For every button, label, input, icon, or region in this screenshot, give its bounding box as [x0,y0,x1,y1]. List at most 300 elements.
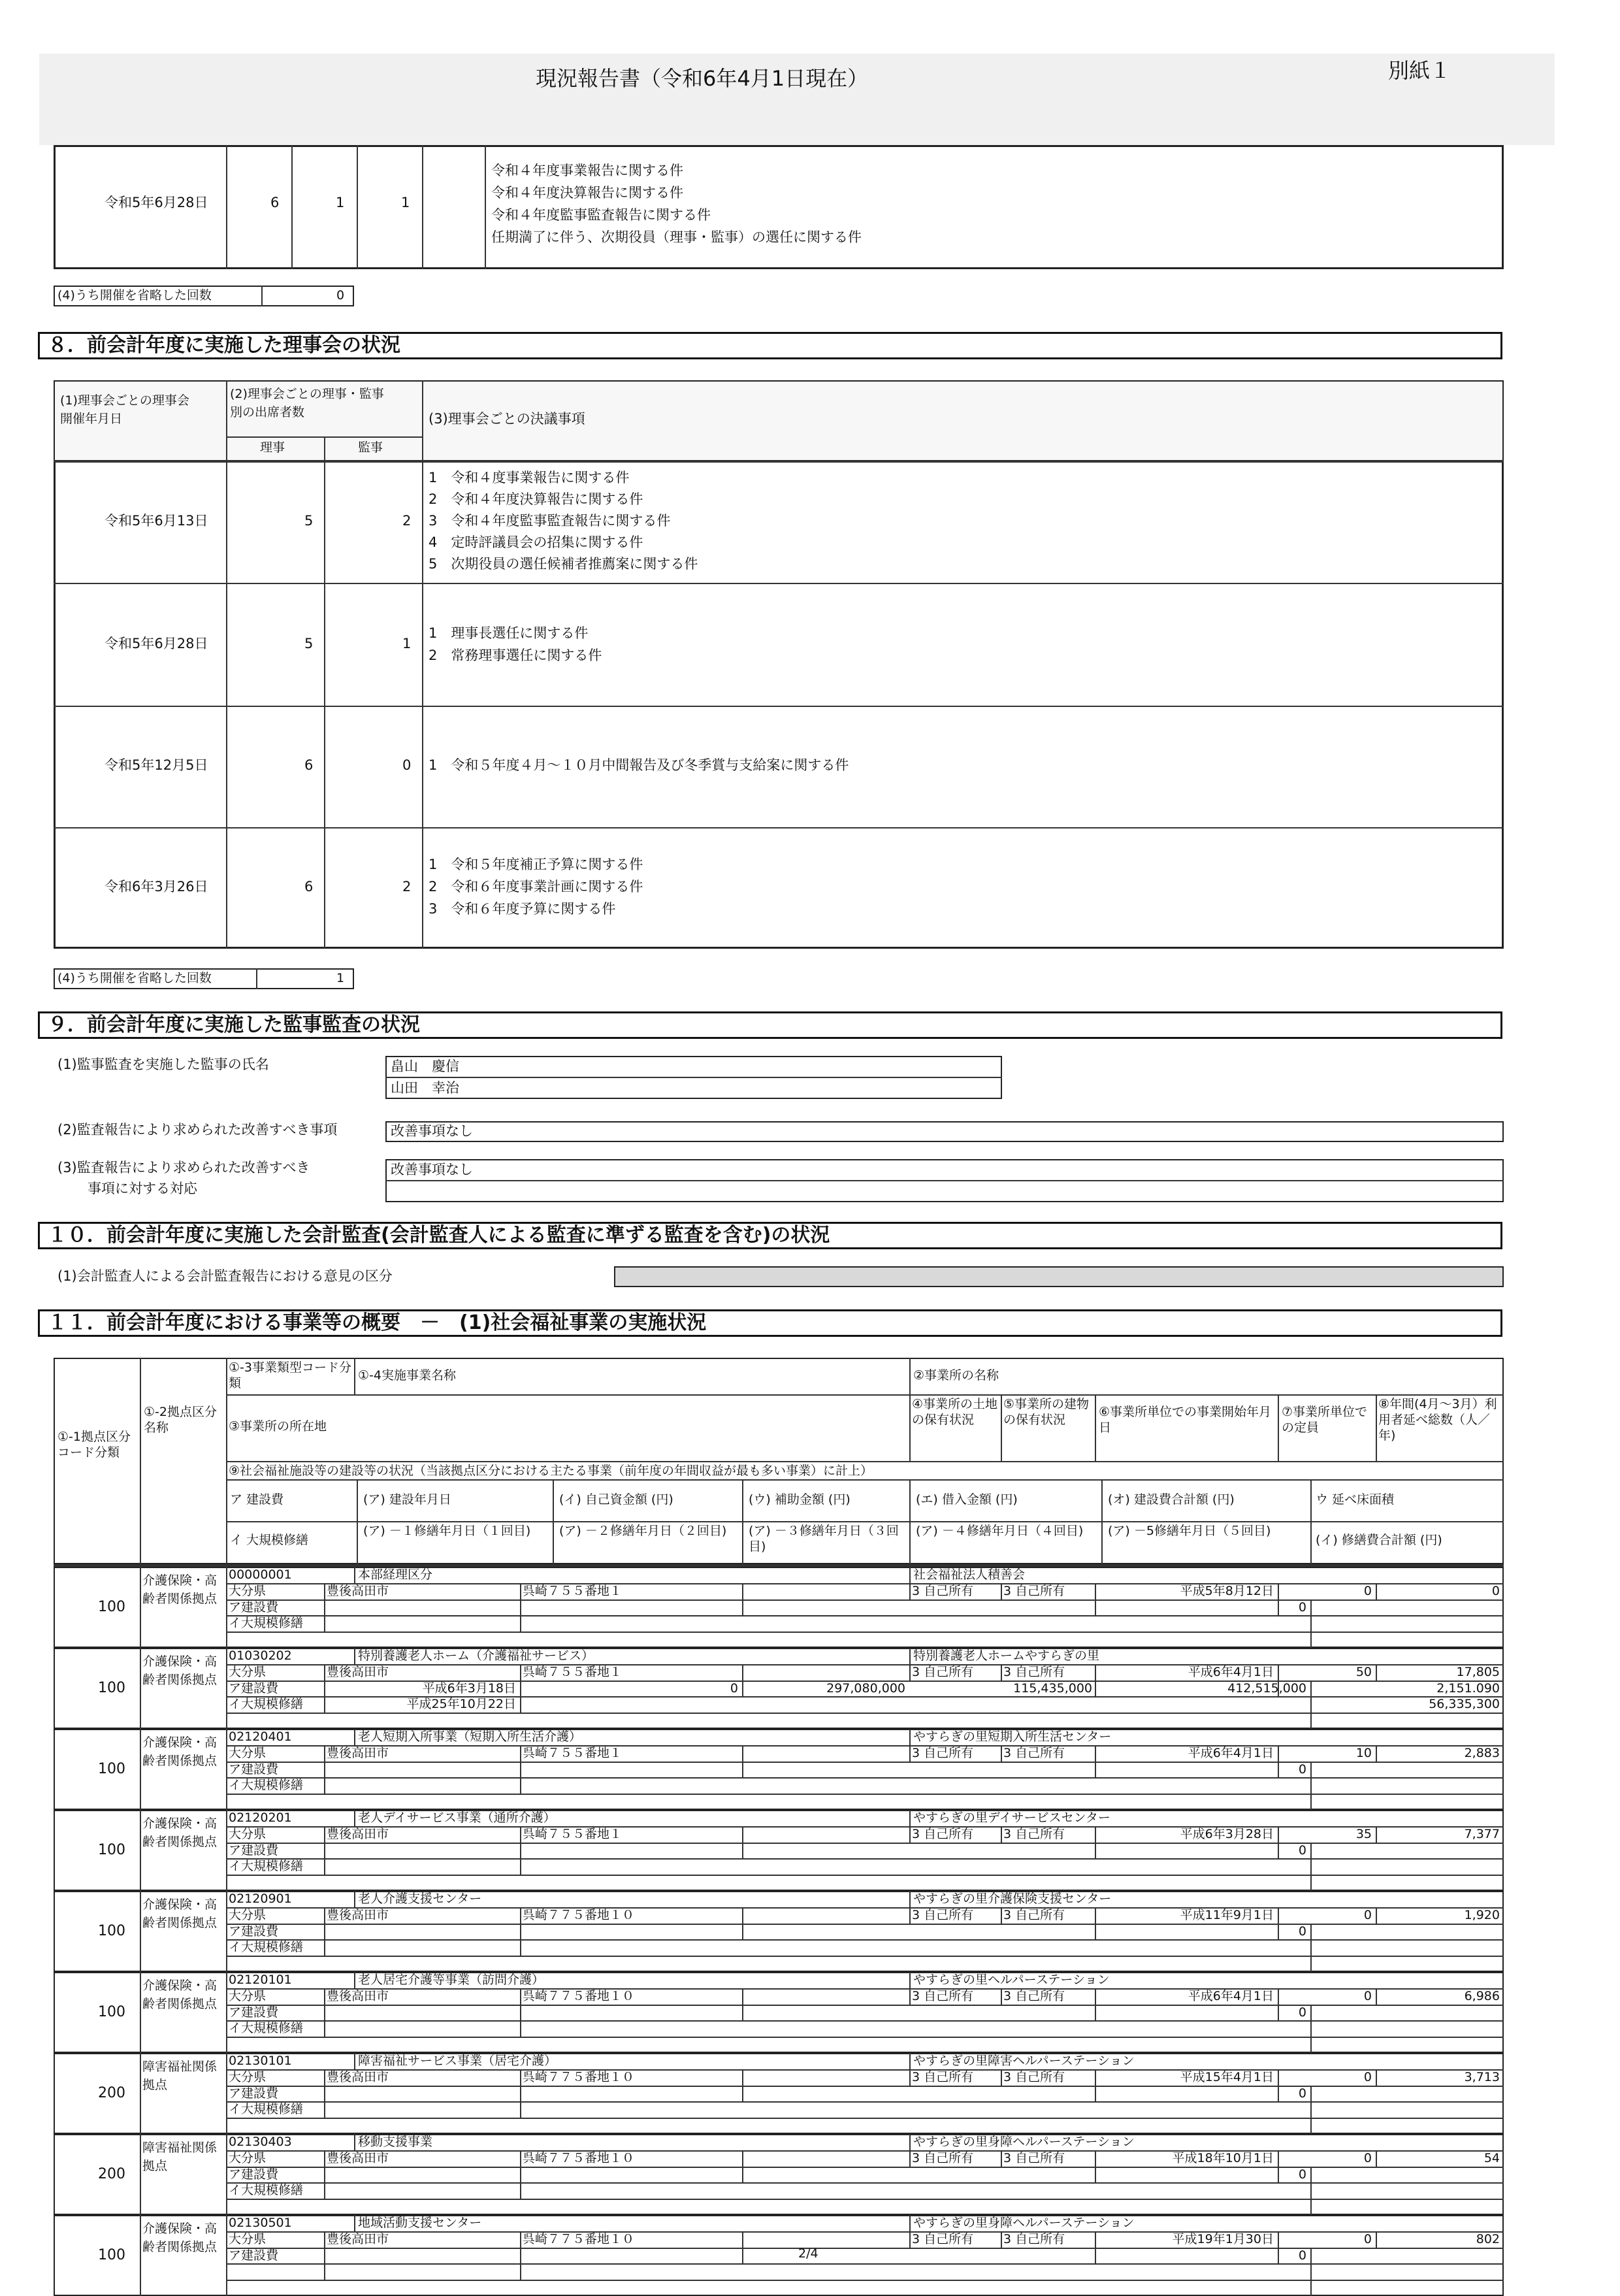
kyoten-code: 100 [98,1680,125,1696]
sec7-item-3: 令和４年度監事監査報告に関する件 [491,207,711,223]
divider [226,2101,1504,2103]
divider [354,1648,355,1664]
pref: 大分県 [229,1988,267,2003]
construction-total: 0 [1298,1924,1306,1939]
capacity: 0 [1363,1583,1372,1598]
divider [1310,1681,1312,1729]
divider [1376,2069,1377,2086]
building-status: 3 自己所有 [1003,1907,1065,1922]
divider [140,2053,141,2134]
divider [909,1810,911,1843]
jigyo-name: 老人短期入所事業（短期入所生活介護） [358,1730,582,1744]
divider [226,1632,1504,1633]
divider [226,1762,1504,1763]
divider [226,1891,227,1972]
sec8-row1-date: 令和5年6月13日 [105,513,208,529]
divider [226,1924,1504,1925]
divider [324,1826,325,1875]
pref: 大分県 [229,2150,267,2165]
jigyo-name: 老人デイサービス事業（通所介護） [358,1811,556,1825]
h-start: ⑥事業所単位での事業開始年月日 [1099,1405,1272,1435]
sec8-table [54,380,1504,949]
divider [226,2199,1504,2200]
address: 呉崎７７５番地１０ [523,2069,635,2084]
building-status: 3 自己所有 [1003,1583,1065,1598]
construction-total: 0 [1298,1762,1306,1777]
divider [140,2215,141,2296]
land-status: 3 自己所有 [912,1745,974,1760]
capacity: 0 [1363,2231,1372,2246]
h-kyoten-name: ①-2拠点区分名称 [144,1405,217,1435]
construction-label: ア建設費 [229,2005,279,2020]
divider [1095,1907,1096,1940]
divider [226,2020,1504,2022]
divider [226,2167,1504,2168]
kyoten-name: 介護保険・高齢者関係拠点 [142,1978,218,2011]
sec8-row1-item1: 1 令和４度事業報告に関する件 [429,470,630,485]
divider [1376,1583,1377,1599]
start-date: 平成6年3月28日 [1180,1826,1274,1841]
h-jigyo-name: ①-4実施事業名称 [358,1368,456,1383]
divider [1095,2069,1096,2102]
repair-label: イ大規模修繕 [229,2183,304,2198]
divider [1095,2150,1096,2183]
jigyo-name: 地域活動支援センター [358,2216,482,2230]
divider [226,2280,1504,2281]
divider [1376,1826,1377,1843]
divider [1310,2005,1312,2053]
capacity: 35 [1355,1826,1372,1841]
pref: 大分県 [229,1745,267,1760]
construction-total: 0 [1298,2005,1306,2020]
sec8-row1-riji: 5 [304,513,314,529]
kyoten-name: 障害福祉関係拠点 [142,2059,218,2092]
divider [140,2134,141,2215]
divider [324,2231,325,2280]
land-status: 3 自己所有 [912,1826,974,1841]
divider [1095,1826,1096,1859]
repair-label: イ大規模修繕 [229,2021,304,2036]
self-fund: 0 [730,1681,738,1696]
divider [1310,2086,1312,2134]
sec11-title: １１．前会計年度における事業等の概要 － (1)社会福祉事業の実施状況 [38,1309,1502,1337]
start-date: 平成6年4月1日 [1188,1664,1274,1679]
start-date: 平成6年4月1日 [1188,1988,1274,2003]
building-status: 3 自己所有 [1003,2150,1065,2165]
construction-label: ア建設費 [229,2086,279,2101]
sec9-name1: 畠山 慶信 [391,1058,459,1074]
sec8-row3-item1: 1 令和５年度４月～１０月中間報告及び冬季賞与支給案に関する件 [429,757,849,773]
jigyo-code: 00000001 [229,1567,292,1582]
jigyo-code: 02130501 [229,2216,292,2230]
divider [226,2248,1504,2249]
sec8-h3: (3)理事会ごとの決議事項 [429,411,585,427]
repair-label: イ大規模修繕 [229,1859,304,1874]
building-status: 3 自己所有 [1003,1745,1065,1760]
page-title: 現況報告書（令和6年4月1日現在） [536,66,869,91]
divider [324,1664,325,1713]
kyoten-code: 200 [98,2085,125,2101]
land-status: 3 自己所有 [912,1907,974,1922]
divider [324,1745,325,1794]
sec9-label3a: (3)監査報告により求められた改善すべき [57,1160,310,1175]
divider [1310,2248,1312,2296]
city: 豊後高田市 [327,2150,389,2165]
sec9-label3b: 事項に対する対応 [88,1181,197,1196]
jigyo-code: 01030202 [229,1648,292,1663]
building-status: 3 自己所有 [1003,1988,1065,2003]
construction-total: 0 [1298,1843,1306,1858]
sec8-row4-item3: 3 令和６年度予算に関する件 [429,901,616,917]
address: 呉崎７５５番地１ [523,1664,623,1679]
sec8-row3-kanji: 0 [402,757,412,773]
office-name: やすらぎの里身障ヘルパーステーション [913,2135,1135,2149]
h-b3: (ア) －２修繕年月日（２回目) [559,1524,727,1538]
sec9-v2: 改善事項なし [391,1123,473,1139]
pref: 大分県 [229,2069,267,2084]
divider [1001,2231,1002,2248]
jigyo-name: 特別養護老人ホーム（介護福祉サービス） [358,1648,594,1663]
kyoten-name: 介護保険・高齢者関係拠点 [142,1573,218,1606]
kyoten-name: 障害福祉関係拠点 [142,2140,218,2173]
h-users: ⑧年間(4月～3月）利用者延べ総数（人／年) [1378,1397,1497,1443]
city: 豊後高田市 [327,1826,389,1841]
divider [226,1956,1504,1957]
divider [354,2215,355,2231]
office-name: やすらぎの里介護保険支援センター [913,1892,1112,1906]
divider [1001,1583,1002,1599]
divider [226,2182,1504,2184]
divider [1001,1907,1002,1924]
divider [909,1567,911,1599]
sec8-row2-item2: 2 常務理事選任に関する件 [429,648,602,663]
sec8-row3-date: 令和5年12月5日 [105,757,208,773]
construction-total: 0 [1298,1599,1306,1615]
kyoten-name: 介護保険・高齢者関係拠点 [142,1735,218,1768]
capacity: 0 [1363,2069,1372,2084]
divider [226,1939,1504,1941]
office-name: やすらぎの里デイサービスセンター [913,1811,1110,1825]
subsidy: 297,080,000 [826,1681,905,1696]
construction-total: 0 [1298,2086,1306,2101]
divider [909,2053,911,2086]
office-name: 特別養護老人ホームやすらぎの里 [913,1648,1100,1663]
pref: 大分県 [229,1907,267,1922]
kyoten-code: 100 [98,1599,125,1615]
divider [324,2150,325,2199]
sec8-row1-item3: 3 令和４年度監事監査報告に関する件 [429,513,671,529]
sec8-h2-riji: 理事 [260,440,285,455]
divider [742,1583,743,1616]
city: 豊後高田市 [327,2231,389,2246]
sec8-row4-item1: 1 令和５年度補正予算に関する件 [429,857,643,872]
construction-label: ア建設費 [229,1762,279,1777]
annual-users: 3,713 [1464,2069,1500,2084]
jigyo-code: 02120901 [229,1892,292,1906]
divider [742,1664,743,1697]
h-a1: ア 建設費 [230,1492,284,1507]
divider [742,2069,743,2102]
divider [354,2053,355,2069]
sec8-h1b: 開催年月日 [60,412,123,426]
kyoten-code: 200 [98,2166,125,2182]
start-date: 平成5年8月12日 [1180,1583,1274,1598]
h-a2: (ア) 建設年月日 [363,1492,451,1507]
sec7-item-2: 令和４年度決算報告に関する件 [491,185,683,201]
h-building: ⑤事業所の建物の保有状況 [1003,1397,1090,1427]
divider [1095,1664,1096,1697]
divider [520,2150,521,2199]
divider [1001,1988,1002,2005]
h-capacity: ⑦事業所単位での定員 [1282,1405,1368,1435]
divider [226,1615,1504,1616]
sec7-item-1: 令和４年度事業報告に関する件 [491,163,683,178]
sec8-omit-value: 1 [336,971,345,985]
divider [226,1713,1504,1714]
land-status: 3 自己所有 [912,2150,974,2165]
capacity: 0 [1363,1907,1372,1922]
divider [742,1907,743,1940]
divider [354,1972,355,1988]
floor-area: 2,151.090 [1436,1681,1500,1696]
repair-label: イ大規模修繕 [229,1940,304,1955]
sec8-row4-date: 令和6年3月26日 [105,879,208,894]
start-date: 平成15年4月1日 [1180,2069,1274,2084]
kyoten-name: 介護保険・高齢者関係拠点 [142,2222,218,2254]
divider [226,2086,1504,2087]
divider [520,1826,521,1875]
divider [1310,2167,1312,2215]
sec9-v2-box [385,1121,1504,1142]
building-status: 3 自己所有 [1003,2231,1065,2246]
capacity: 50 [1355,1664,1372,1679]
divider [226,1972,227,2053]
jigyo-code: 02130101 [229,2054,292,2068]
start-date: 平成6年4月1日 [1188,1745,1274,1760]
building-status: 3 自己所有 [1003,1826,1065,1841]
sec8-row2-riji: 5 [304,636,314,651]
h-office-name: ②事業所の名称 [913,1368,999,1383]
divider [1001,1745,1002,1762]
pref: 大分県 [229,1664,267,1679]
sec8-row4-item2: 2 令和６年度事業計画に関する件 [429,879,643,894]
divider [1310,1924,1312,1972]
h-b7: (イ) 修繕費合計額 (円) [1316,1533,1442,1547]
divider [226,2263,1504,2265]
divider [354,2134,355,2150]
office-name: やすらぎの里身障ヘルパーステーション [913,2216,1135,2230]
divider [226,2215,227,2296]
annual-users: 7,377 [1464,1826,1500,1841]
sec8-row2-date: 令和5年6月28日 [105,636,208,651]
land-status: 3 自己所有 [912,2231,974,2246]
h-a4: (ウ) 補助金額 (円) [749,1492,850,1507]
h-a3: (イ) 自己資金額 (円) [559,1492,673,1507]
divider [742,2150,743,2183]
divider [1095,1745,1096,1778]
address: 呉崎７７５番地１０ [523,2231,635,2246]
construction-total: 412,515,000 [1227,1681,1306,1696]
divider [324,2069,325,2118]
sec7-date: 令和5年6月28日 [105,195,208,210]
construction-label: ア建設費 [229,1843,279,1858]
kyoten-code: 100 [98,1923,125,1939]
divider [1376,2231,1377,2248]
divider [742,1826,743,1859]
divider [226,2134,227,2215]
divider [909,1729,911,1762]
capacity: 0 [1363,2150,1372,2165]
sec8-row3-riji: 6 [304,757,314,773]
divider [226,1567,227,1648]
h-b5: (ア) －４修繕年月日（４回目) [916,1524,1084,1538]
jigyo-code: 02120201 [229,1811,292,1825]
annual-users: 0 [1491,1583,1500,1598]
h-a5: (エ) 借入金額 (円) [916,1492,1018,1507]
divider [1310,1762,1312,1810]
divider [226,1599,1504,1601]
office-name: やすらぎの里短期入所生活センター [913,1730,1112,1744]
office-name: やすらぎの里障害ヘルパーステーション [913,2054,1135,2068]
sec7-a2: 1 [336,195,345,210]
divider [1376,1988,1377,2005]
land-status: 3 自己所有 [912,1988,974,2003]
kyoten-code: 100 [98,2004,125,2020]
city: 豊後高田市 [327,1907,389,1922]
pref: 大分県 [229,2231,267,2246]
start-date: 平成19年1月30日 [1172,2231,1274,2246]
repair-label: イ大規模修繕 [229,1778,304,1793]
address: 呉崎７５５番地１ [523,1583,623,1598]
divider [354,1891,355,1907]
divider [354,1567,355,1583]
divider [226,1729,227,1810]
divider [520,2231,521,2280]
city: 豊後高田市 [327,1745,389,1760]
loan: 115,435,000 [1013,1681,1092,1696]
jigyo-name: 移動支援事業 [358,2135,433,2149]
sec7-omit-label: (4)うち開催を省略した回数 [57,288,212,303]
sec9-name2: 山田 幸治 [391,1080,459,1096]
divider [742,1745,743,1778]
capacity: 0 [1363,1988,1372,2003]
divider [226,2118,1504,2119]
sec8-row1-item5: 5 次期役員の選任候補者推薦案に関する件 [429,556,698,572]
jigyo-name: 本部経理区分 [358,1567,433,1582]
divider [742,1988,743,2021]
construction-label: ア建設費 [229,2167,279,2182]
divider [140,1648,141,1729]
repair-total: 56,335,300 [1429,1697,1500,1712]
construction-label: ア建設費 [229,2248,279,2263]
divider [226,1875,1504,1876]
repair-label: イ大規模修繕 [229,2102,304,2117]
sec10-title: １０．前会計年度に実施した会計監査(会計監査人による監査に準ずる監査を含む)の状況 [38,1222,1502,1249]
page-number: 2/4 [798,2246,818,2261]
land-status: 3 自己所有 [912,1664,974,1679]
sec7-omit-value: 0 [336,288,345,303]
divider [324,1907,325,1956]
annual-users: 54 [1483,2150,1500,2165]
divider [520,1664,521,1713]
jigyo-code: 02120401 [229,1730,292,1744]
h-b2: (ア) －１修繕年月日（１回目) [363,1524,531,1538]
sec8-row1-item4: 4 定時評議員会の招集に関する件 [429,534,643,550]
sec8-h2-kanji: 監事 [358,440,383,455]
divider [520,1907,521,1956]
sec8-row1-kanji: 2 [402,513,412,529]
divider [226,1794,1504,1795]
jigyo-name: 障害福祉サービス事業（居宅介護） [358,2054,557,2068]
sec8-omit-label: (4)うち開催を省略した回数 [57,971,212,985]
construction-label: ア建設費 [229,1924,279,1939]
divider [324,1988,325,2037]
land-status: 3 自己所有 [912,1583,974,1598]
annual-users: 802 [1476,2231,1500,2246]
jigyo-name: 老人介護支援センター [358,1892,482,1906]
kyoten-name: 介護保険・高齢者関係拠点 [142,1816,218,1849]
sec9-title: ９．前会計年度に実施した監事監査の状況 [38,1011,1502,1039]
address: 呉崎７７５番地１０ [523,2150,635,2165]
kyoten-name: 介護保険・高齢者関係拠点 [142,1897,218,1930]
h-b1: イ 大規模修繕 [230,1533,309,1547]
office-name: やすらぎの里ヘルパーステーション [913,1973,1110,1987]
divider [1001,1664,1002,1681]
address: 呉崎７５５番地１ [523,1826,623,1841]
h-a7: ウ 延べ床面積 [1316,1492,1395,1507]
divider [140,1567,141,1648]
annual-users: 2,883 [1464,1745,1500,1760]
divider [909,1891,911,1924]
divider [520,1583,521,1632]
address: 呉崎７５５番地１ [523,1745,623,1760]
capacity: 10 [1355,1745,1372,1760]
kyoten-code: 100 [98,2247,125,2263]
h-b4: (ア) －３修繕年月日（３回目) [749,1524,899,1554]
annual-users: 1,920 [1464,1907,1500,1922]
h-construction: ⑨社会福祉施設等の建設等の状況（当該拠点区分における主たる事業（前年度の年間収益が最も多い事業）に計上） [229,1464,873,1478]
divider [742,2231,743,2264]
divider [909,2134,911,2167]
divider [226,1810,227,1891]
sec10-opinion-box [614,1266,1504,1287]
construction-label: ア建設費 [229,1599,279,1615]
divider [226,2005,1504,2006]
sec8-row2-item1: 1 理事長選任に関する件 [429,625,589,641]
divider [1376,1907,1377,1924]
sec7-a3: 1 [401,195,410,210]
divider [140,1729,141,1810]
divider [1376,1745,1377,1762]
building-status: 3 自己所有 [1003,1664,1065,1679]
kyoten-name: 介護保険・高齢者関係拠点 [142,1654,218,1687]
divider [354,1729,355,1745]
h-jigyo-code: ①-3事業類型コード分類 [229,1360,351,1390]
divider [1095,2231,1096,2264]
construction-total: 0 [1298,2167,1306,2182]
city: 豊後高田市 [327,1583,389,1598]
divider [226,2037,1504,2038]
start-date: 平成18年10月1日 [1172,2150,1274,2165]
repair-date: 平成25年10月22日 [406,1697,516,1712]
construction-date: 平成6年3月18日 [422,1681,516,1696]
divider [1310,1843,1312,1891]
divider [226,1858,1504,1860]
annual-users: 17,805 [1456,1664,1500,1679]
divider [909,2215,911,2248]
construction-total: 0 [1298,2248,1306,2263]
h-a6: (オ) 建設費合計額 (円) [1108,1492,1235,1507]
